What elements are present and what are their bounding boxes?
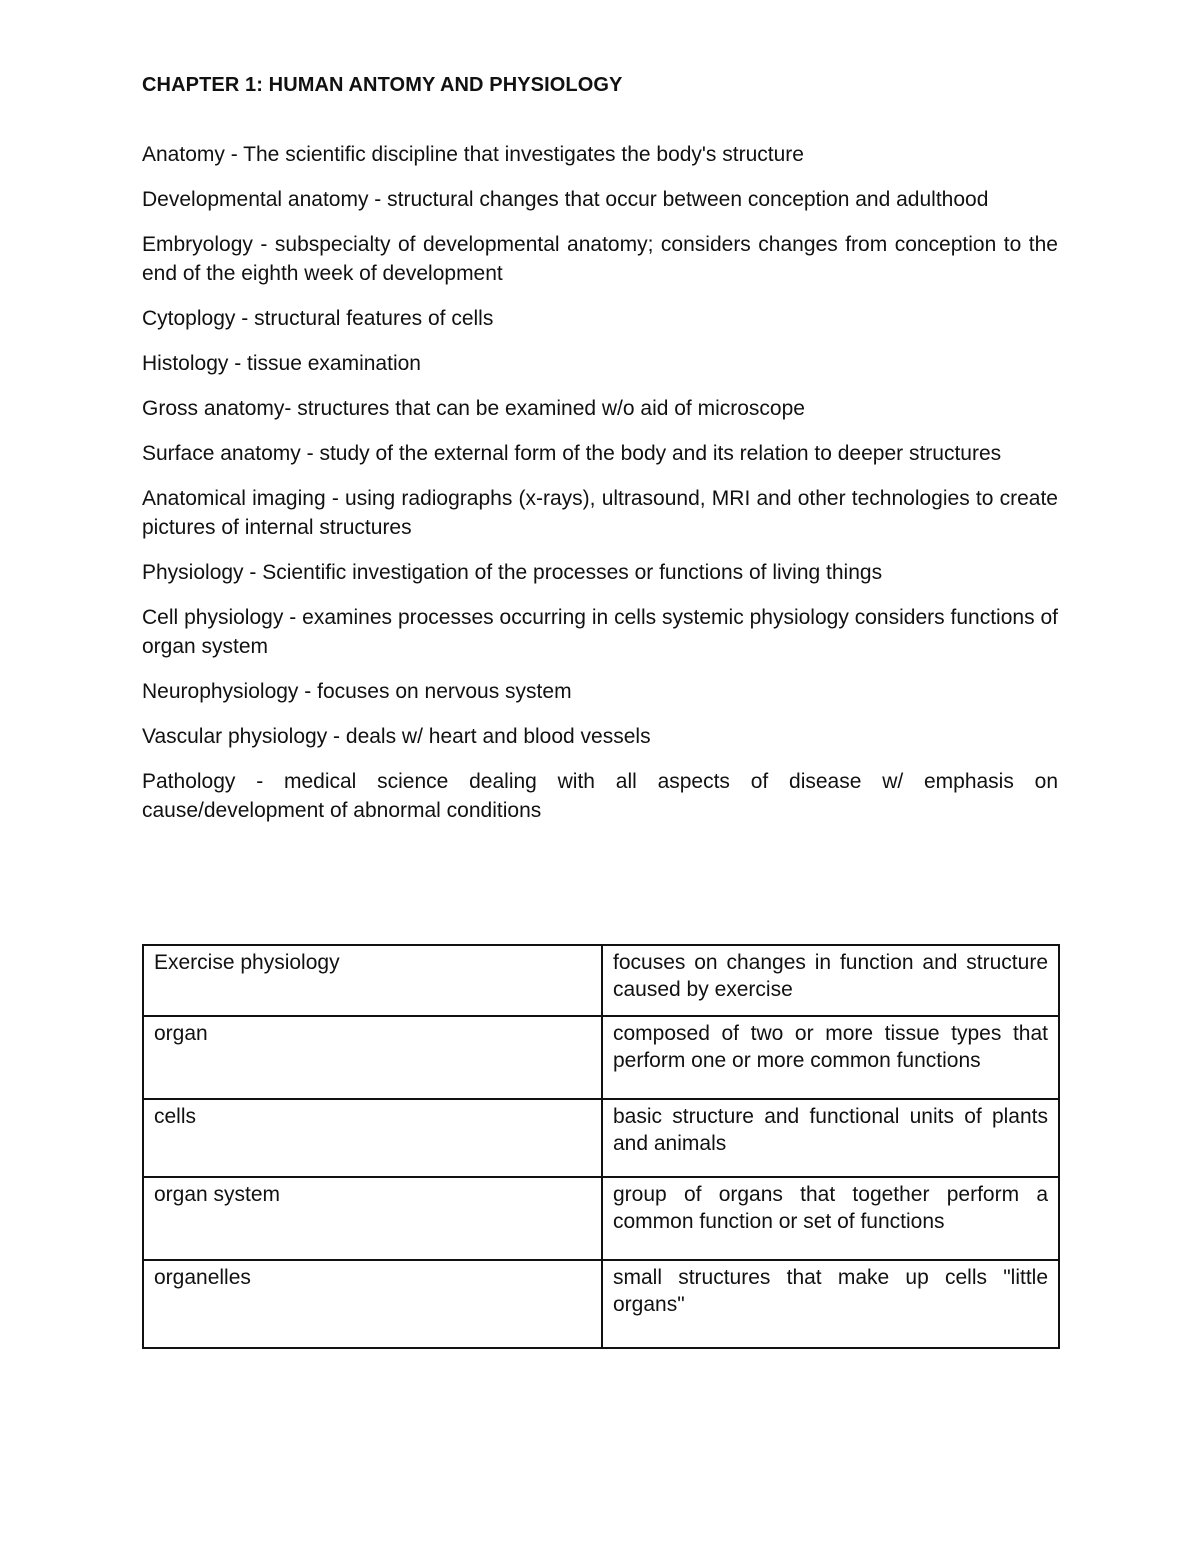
definition-text: medical science dealing with all aspects of disease w/ emphasis on cause/development of abnormal conditions: [142, 770, 1058, 822]
definition-text: study of the external form of the body and its relation to deeper structures: [319, 442, 1002, 465]
document-page: [142, 70, 1058, 841]
definition-gross-anatomy: [142, 394, 1058, 423]
definition-separator: -: [283, 606, 303, 629]
table-cell-term: Exercise physiology: [143, 945, 602, 1016]
chapter-title: CHAPTER 1: HUMAN ANTOMY AND PHYSIOLOGY: [142, 74, 623, 96]
definition-separator: -: [284, 397, 298, 420]
definition-text: deals w/ heart and blood vessels: [345, 725, 651, 748]
definition-cytoplogy: [142, 304, 1058, 333]
definition-term: Anatomy: [142, 143, 225, 166]
definition-separator: -: [235, 770, 284, 793]
definition-text: structures that can be examined w/o aid of microscope: [297, 397, 805, 420]
definition-separator: -: [243, 561, 263, 584]
definition-separator: -: [224, 143, 244, 166]
definition-term: Surface anatomy: [142, 442, 301, 465]
definition-embryology: [142, 230, 1058, 288]
definition-developmental-anatomy: [142, 185, 1058, 214]
definition-pathology: [142, 767, 1058, 825]
definition-term: Histology: [142, 352, 229, 375]
table-cell-definition: focuses on changes in function and structure caused by exercise: [602, 945, 1059, 1016]
definition-term: Pathology: [142, 770, 236, 793]
definition-separator: -: [368, 188, 388, 211]
definition-text: examines processes occurring in cells systemic physiology considers functions of organ system: [142, 606, 1058, 658]
table-cell-term: organ system: [143, 1177, 602, 1260]
definition-term: Neurophysiology: [142, 680, 299, 703]
definition-physiology: [142, 558, 1058, 587]
definition-term: Vascular physiology: [142, 725, 328, 748]
definition-text: structural changes that occur between conception and adulthood: [387, 188, 989, 211]
definition-term: Embryology: [142, 233, 253, 256]
definition-text: using radiographs (x-rays), ultrasound, MRI and other technologies to create pictures of internal structures: [142, 487, 1058, 539]
terms-table: [142, 944, 1060, 1349]
table-cell-term: cells: [143, 1099, 602, 1177]
definition-surface-anatomy: [142, 439, 1058, 468]
definition-term: Anatomical imaging: [142, 487, 326, 510]
table-row: [143, 1177, 1059, 1260]
definition-text: tissue examination: [247, 352, 421, 375]
definition-anatomical-imaging: [142, 484, 1058, 542]
table-row: [143, 1016, 1059, 1099]
table-row: [143, 945, 1059, 1016]
definition-separator: -: [327, 725, 346, 748]
definition-term: Cytoplogy: [142, 307, 236, 330]
table-cell-term: organelles: [143, 1260, 602, 1348]
definition-neurophysiology: [142, 677, 1058, 706]
definition-cell-physiology: [142, 603, 1058, 661]
definition-text: structural features of cells: [254, 307, 494, 330]
definition-separator: -: [298, 680, 318, 703]
table-cell-definition: basic structure and functional units of plants and animals: [602, 1099, 1059, 1177]
definition-anatomy: [142, 140, 1058, 169]
definition-term: Developmental anatomy: [142, 188, 369, 211]
definition-text: subspecialty of developmental anatomy; considers changes from conception to the end of the eighth week of development: [142, 233, 1058, 285]
definition-term: Physiology: [142, 561, 244, 584]
definition-separator: -: [300, 442, 320, 465]
definition-text: Scientific investigation of the processes or functions of living things: [262, 561, 883, 584]
definition-term: Cell physiology: [142, 606, 284, 629]
table-row: [143, 1260, 1059, 1348]
definition-histology: [142, 349, 1058, 378]
table-cell-definition: small structures that make up cells "little organs": [602, 1260, 1059, 1348]
definition-separator: -: [235, 307, 255, 330]
table-cell-definition: composed of two or more tissue types that perform one or more common functions: [602, 1016, 1059, 1099]
definition-text: The scientific discipline that investigates the body's structure: [243, 143, 804, 166]
table-cell-definition: group of organs that together perform a common function or set of functions: [602, 1177, 1059, 1260]
definition-separator: -: [252, 233, 275, 256]
table-row: [143, 1099, 1059, 1177]
table-cell-term: organ: [143, 1016, 602, 1099]
definition-separator: -: [325, 487, 346, 510]
definition-separator: -: [228, 352, 248, 375]
definition-text: focuses on nervous system: [317, 680, 572, 703]
definition-term: Gross anatomy: [142, 397, 285, 420]
definition-vascular-physiology: [142, 722, 1058, 751]
